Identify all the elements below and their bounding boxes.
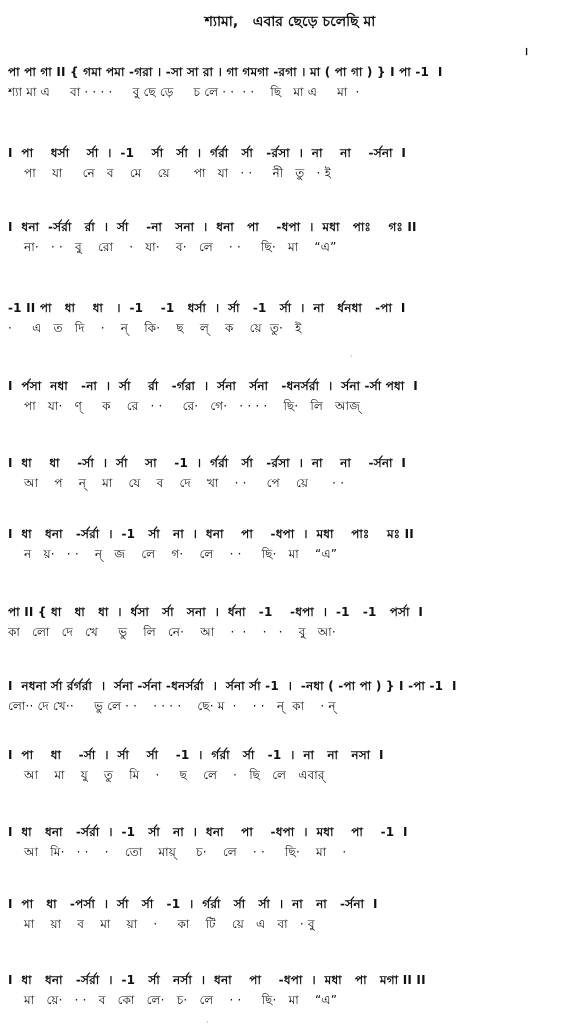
notation-system-12 xyxy=(8,896,574,932)
lyrics-line: শ্যা মা এ বা · · · · বু ছে ড়ে চ লে · · · · ছি মা এ মা · xyxy=(8,85,360,99)
notes-line: I ধা ধনা -র্সর্রা । -1 র্সা না । ধনা পা -ধপা । মধা পা -1 I xyxy=(8,825,408,839)
lyrics-line: মা য়ে· · · ব কো লে· চ· লে · · ছি· মা “এ” xyxy=(8,993,338,1007)
notes-line: I ধা ধনা -র্সর্রা । -1 র্সা না । ধনা পা -ধপা । মধা পাঃ মঃ II xyxy=(8,527,414,541)
notes-line: I নধনা র্সা র্রর্গর্রা । র্সনা -র্সনা -ধনর্সর্রা । র্সনা র্সা -1 । -নধা ( -পা পা ) } I -পা -1 I xyxy=(8,679,457,693)
notation-system-4 xyxy=(8,300,574,336)
notation-system-7 xyxy=(8,526,574,562)
lyrics-line: কা লো দে খে ভু লি নে· আ · · · · বু আ· xyxy=(8,625,336,639)
lyrics-line: আ মা যু তু মি · ছ লে · ছি লে এবার্ xyxy=(8,768,325,782)
lyrics-line: মা য়া ব মা য়া · কা টি য়ে এ বা · বু xyxy=(8,917,315,931)
notation-system-13 xyxy=(8,972,574,1008)
notation-system-3 xyxy=(8,219,574,255)
notation-system-10 xyxy=(8,747,574,783)
speck-mark: · xyxy=(206,1018,209,1027)
notes-line: I পা ধা -র্সা । র্সা র্সা -1 । র্গর্রা র্সা -1 । না না নসা I xyxy=(8,748,384,762)
lyrics-line: আ প ন্ মা যে ব দে খা · · পে য়ে · · xyxy=(8,476,345,490)
notes-line: I ধা ধা -র্সা । র্সা সা -1 । র্গর্রা র্সা -র্রসা । না না -র্সনা I xyxy=(8,456,407,470)
notes-line: পা পা গা II { গমা পমা -গরা । -সা সা রা । গা গমগা -রগা । মা ( পা গা ) } I পা -1 I xyxy=(8,65,443,79)
notes-line: -1 II পা ধা ধা । -1 -1 ধর্সা । র্সা -1 র্সা । না র্ধনধা -পা I xyxy=(8,301,406,315)
lyrics-line: · এ ত দি · ন্ কি· ছ ল্ ক য়ে তু· ই xyxy=(8,321,302,335)
corner-mark: । xyxy=(524,45,529,58)
lyrics-line: পা যা নে ব মে য়ে পা যা · · নী তু · ই xyxy=(8,166,332,180)
notation-system-2 xyxy=(8,145,574,181)
page-title: শ্যামা, এবার ছেড়ে চলেছি মা xyxy=(204,14,376,30)
notes-line: I র্পসা নধা -না । র্সা র্রা -র্গরা । র্সনা র্সনা -ধনর্সর্রা । র্সনা -র্সা পধা I xyxy=(8,379,418,393)
speck-mark: · xyxy=(350,352,353,361)
lyrics-line: না· · · বু রো · যা· ব· লে · · ছি· মা “এ” xyxy=(8,240,337,254)
notation-system-9 xyxy=(8,678,574,714)
notes-line: I পা ধা -পর্সা । র্সা র্সা -1 । র্গর্রা র্সা র্সা । না না -র্সনা I xyxy=(8,897,378,911)
notation-system-11 xyxy=(8,824,574,860)
lyrics-line: লো·· দে খে·· ভু লে · · · · · · ছে· ম · · · ন্ কা · ন্ xyxy=(8,699,336,713)
lyrics-line: আ মি· · · · তো মায়্ চ· লে · · ছি· মা · xyxy=(8,845,347,859)
notation-system-1 xyxy=(8,64,574,100)
notes-line: পা II { ধা ধা ধা । র্ধসা র্সা সনা । র্ধনা -1 -ধপা । -1 -1 পর্সা I xyxy=(8,605,424,619)
notes-line: I ধনা -র্সর্রা র্রা । র্সা -না সনা । ধনা পা -ধপা । মধা পাঃ গঃ II xyxy=(8,220,417,234)
notation-system-6 xyxy=(8,455,574,491)
notes-line: I পা ধর্সা র্সা । -1 র্সা র্সা । র্গর্রা র্সা -র্রসা । না না -র্সনা I xyxy=(8,146,407,160)
notes-line: I ধা ধনা -র্সর্রা । -1 র্সা নর্সা । ধনা পা -ধপা । মধা পা মগা II II xyxy=(8,973,426,987)
notation-system-8 xyxy=(8,604,574,640)
notation-system-5 xyxy=(8,378,574,414)
lyrics-line: পা যা· ণ্ ক রে · · রে· গে· · · · · ছি· লি আজ্ xyxy=(8,399,361,413)
lyrics-line: ন য়· · · ন্ জ লে গ· লে · · ছি· মা “এ” xyxy=(8,547,338,561)
